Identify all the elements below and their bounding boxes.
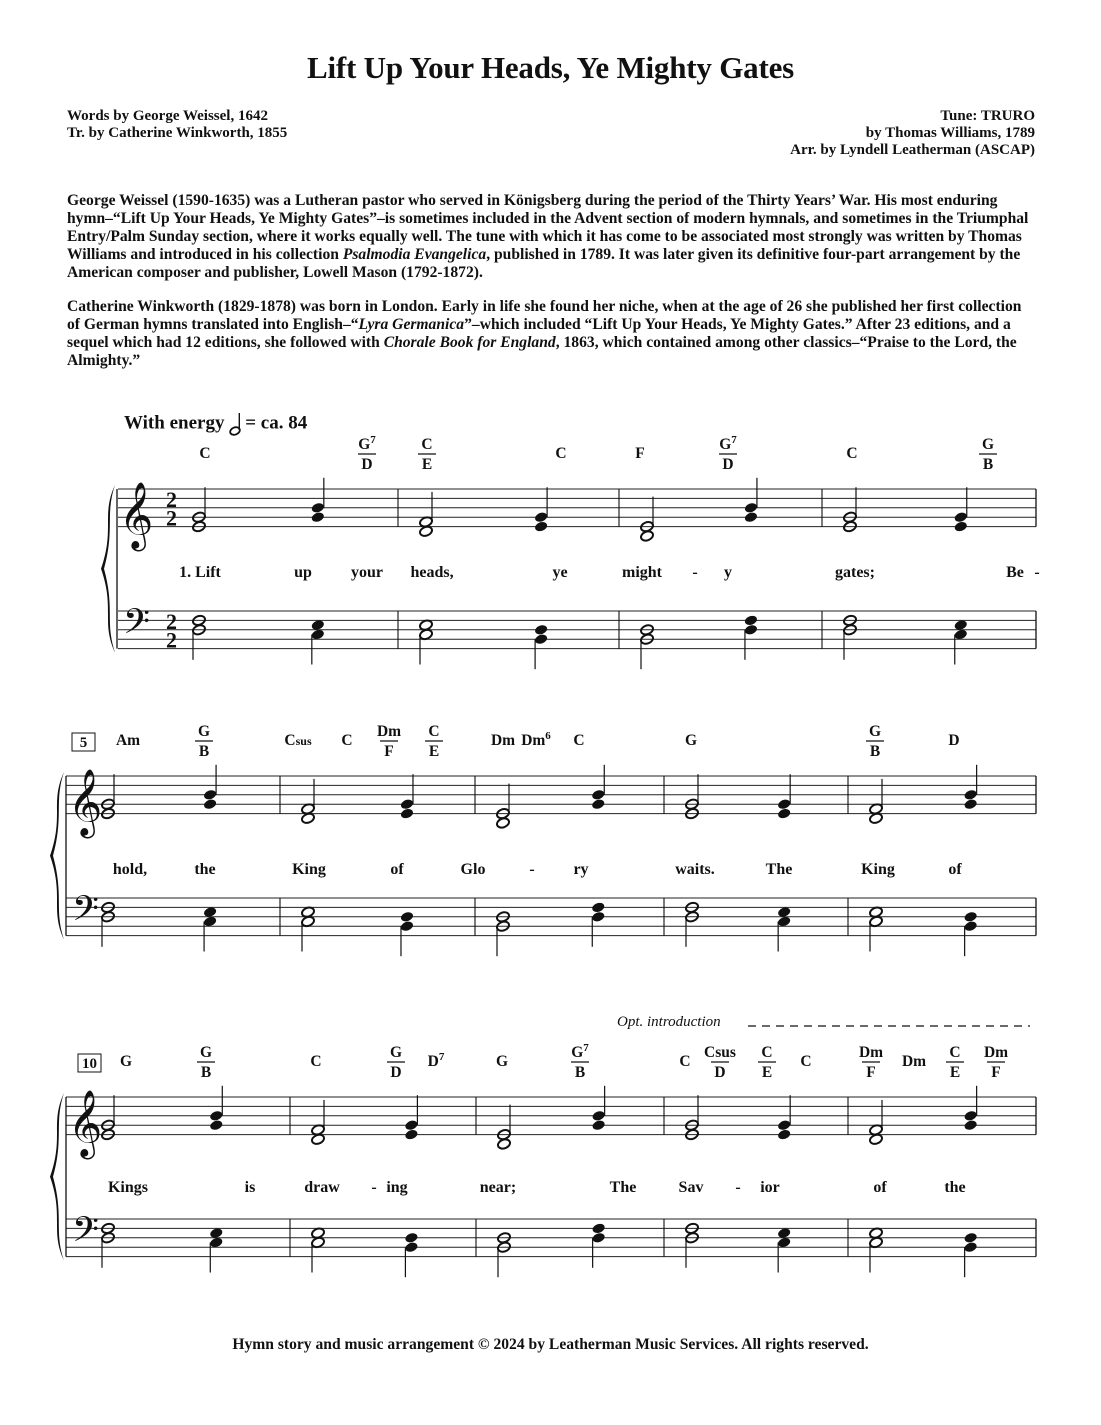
bass-staff — [118, 604, 1036, 650]
chord-symbol: C — [555, 445, 567, 462]
note-head — [591, 1222, 606, 1234]
lyric-syllable: your — [351, 564, 383, 581]
note-head — [404, 1241, 419, 1253]
lyric-syllable: - — [735, 1179, 741, 1196]
lyric-syllable: The — [765, 861, 793, 878]
lyric-syllable: - — [371, 1179, 377, 1196]
bass-clef-icon: 𝄢 — [72, 891, 100, 938]
chord-symbol-upper: Dm — [983, 1044, 1009, 1061]
lyric-syllable: draw — [304, 1179, 340, 1196]
grand-staff-brace — [50, 772, 64, 940]
note-head — [203, 798, 218, 810]
lyric-syllable: Kings — [107, 1179, 149, 1196]
chord-symbol: C — [199, 445, 211, 462]
lyric-syllable: ior — [760, 1179, 780, 1196]
chord-symbol: Csus — [284, 732, 312, 749]
para1-text-c: , published in 1789. It was later given its definitive four-part arrangement by the American composer and publisher, Lowell Mason (1792-1872). — [67, 246, 1021, 281]
chord-symbol: $D^7$ — [427, 1051, 445, 1070]
note-head — [963, 1110, 978, 1122]
note-head — [963, 1119, 978, 1131]
chord-symbol-upper: $G^7$ — [719, 434, 737, 453]
note-head — [963, 911, 978, 923]
note-head — [404, 1119, 419, 1131]
note-head — [400, 911, 415, 923]
note-head — [591, 911, 606, 923]
chord-symbol-upper: G — [389, 1044, 403, 1061]
chord-symbol-bass: D — [361, 456, 373, 473]
lyric-syllable: King — [861, 861, 895, 878]
lyric-syllable: the — [944, 1179, 966, 1196]
chord-symbol-bass: D — [390, 1064, 402, 1081]
note-head — [534, 624, 549, 636]
note-head — [744, 624, 759, 636]
note-head — [311, 511, 326, 523]
lyric-syllable: Glo — [460, 861, 486, 878]
chord-symbol-upper: C — [949, 1044, 961, 1061]
note-head — [534, 633, 549, 645]
chord-symbol: Am — [115, 732, 141, 749]
chord-symbol-upper: $G^7$ — [571, 1042, 589, 1061]
note-head — [777, 1128, 792, 1140]
chord-symbol-bass: E — [428, 743, 440, 760]
treble-clef-icon: 𝄞 — [119, 482, 154, 548]
para2-text-e: , 1863, which contained among other classics–“Praise to the Lord, the Almighty.” — [67, 334, 1017, 369]
chord-symbol: Dm$^6$ — [521, 730, 551, 749]
lyric-syllable: Be — [1006, 564, 1024, 581]
time-signature-numerator: 2 — [166, 608, 177, 634]
chord-symbol: C — [679, 1053, 691, 1070]
lyric-syllable: heads, — [410, 564, 454, 581]
note-head — [744, 511, 759, 523]
chord-symbol-bass: B — [869, 743, 881, 760]
note-head — [534, 520, 549, 532]
note-head — [534, 511, 549, 523]
lyric-syllable: is — [244, 1179, 256, 1196]
bass-clef-icon: 𝄢 — [123, 604, 151, 651]
note-head — [496, 817, 511, 829]
chord-symbol-upper: C — [428, 723, 440, 740]
note-head — [640, 530, 655, 542]
chord-symbol: G — [495, 1053, 509, 1070]
chord-symbol-bass: E — [421, 456, 433, 473]
chord-symbol-upper: G — [199, 1044, 213, 1061]
treble-clef-icon: 𝄞 — [68, 1090, 103, 1156]
note-head — [963, 798, 978, 810]
measure-number: 10 — [82, 1056, 97, 1072]
lyric-syllable: y — [724, 564, 732, 581]
para2-text-c: ”–which included “Lift Up Your Heads, Ye Mighty Gates.” After 23 editions, and a sequel which had 12 editions, she followed with — [67, 316, 1011, 351]
bass-clef-icon: 𝄢 — [72, 1212, 100, 1259]
note-head — [400, 920, 415, 932]
lyric-syllable: ing — [386, 1179, 408, 1196]
note-head — [591, 1119, 606, 1131]
chord-symbol-upper: C — [421, 436, 433, 453]
chord-symbol: C — [800, 1053, 812, 1070]
lyric-syllable: King — [292, 861, 326, 878]
lyric-syllable: 1. Lift — [179, 564, 221, 581]
note-head — [400, 798, 415, 810]
chord-symbol: G — [684, 732, 698, 749]
chord-symbol: C — [341, 732, 353, 749]
note-head — [963, 789, 978, 801]
chord-symbol-bass: B — [574, 1064, 586, 1081]
chord-symbol-bass: F — [991, 1064, 1001, 1081]
note-head — [203, 789, 218, 801]
lyric-syllable: of — [948, 861, 962, 878]
note-head — [591, 1110, 606, 1122]
chord-symbol: C — [573, 732, 585, 749]
grand-staff-brace — [101, 485, 115, 653]
lyric-syllable: - — [1034, 564, 1040, 581]
chord-symbol-upper: G — [981, 436, 995, 453]
note-head — [497, 1138, 512, 1150]
lyric-syllable: - — [692, 564, 698, 581]
note-head — [404, 1232, 419, 1244]
chord-symbol-upper: Dm — [858, 1044, 884, 1061]
opt-introduction-text: Opt. introduction — [617, 1014, 721, 1030]
credit-arranger: Arr. by Lyndell Leatherman (ASCAP) — [790, 142, 1035, 158]
measure-number: 5 — [79, 735, 88, 751]
time-signature-denominator: 2 — [166, 505, 177, 531]
chord-symbol: Dm — [901, 1053, 927, 1070]
chord-symbol: F — [635, 445, 645, 462]
note-head — [400, 807, 415, 819]
chord-symbol-upper: G — [868, 723, 882, 740]
para1-text-a: George Weissel (1590-1635) was a Lutheran pastor who served in Königsberg during the period of the Thirty Years’ War. His most enduring hymn–“Lift Up Your Heads, Ye Mighty Gates”–is sometimes included in the Advent section of modern hymnals, and sometimes in the Triumphal Entry/Palm Sunday section, where it works equally well. The tune with which it has come to be associated most strongly was written by Thomas Williams and introduced in his collection — [67, 192, 1029, 263]
treble-staff — [118, 483, 1036, 552]
note-head — [404, 1128, 419, 1140]
chord-symbol-bass: F — [384, 743, 394, 760]
lyric-syllable: might — [622, 564, 662, 581]
chord-symbol-bass: F — [866, 1064, 876, 1081]
treble-clef-icon: 𝄞 — [68, 769, 103, 835]
chord-symbol-bass: D — [714, 1064, 726, 1081]
credit-tune: Tune: TRURO — [940, 108, 1035, 124]
note-head — [963, 920, 978, 932]
chord-symbol-upper: Dm — [376, 723, 402, 740]
copyright-footer: Hymn story and music arrangement © 2024 by Leatherman Music Services. All rights reserved. — [232, 1336, 869, 1353]
note-head — [953, 520, 968, 532]
para2-text-a: Catherine Winkworth (1829-1878) was born in London. Early in life she found her niche, when at the age of 26 she published her first collection of German hymns translated into English–“ — [67, 298, 1022, 333]
tempo-label: With energy — [124, 412, 225, 434]
credit-composer: by Thomas Williams, 1789 — [865, 125, 1035, 141]
lyric-syllable: - — [529, 861, 535, 878]
note-head — [209, 1119, 224, 1131]
chord-symbol-upper: $G^7$ — [358, 434, 376, 453]
note-head — [209, 1110, 224, 1122]
note-head — [591, 789, 606, 801]
note-head — [591, 798, 606, 810]
chord-symbol-upper: G — [197, 723, 211, 740]
lyric-syllable: hold, — [112, 861, 148, 878]
note-head — [311, 502, 326, 514]
lyric-syllable: the — [194, 861, 216, 878]
note-head — [953, 511, 968, 523]
lyric-syllable: near; — [479, 1179, 517, 1196]
note-head — [591, 901, 606, 913]
note-head — [591, 1232, 606, 1244]
chord-symbol: Dm — [490, 732, 516, 749]
chord-symbol-bass: B — [200, 1064, 212, 1081]
note-head — [963, 1241, 978, 1253]
credit-translator: Tr. by Catherine Winkworth, 1855 — [67, 125, 288, 141]
credit-words-author: Words by George Weissel, 1642 — [67, 108, 268, 124]
lyric-syllable: ye — [552, 564, 568, 581]
chord-symbol-bass: E — [761, 1064, 773, 1081]
note-head — [777, 798, 792, 810]
lyric-syllable: of — [390, 861, 404, 878]
chord-symbol-upper: C — [761, 1044, 773, 1061]
note-head — [777, 1119, 792, 1131]
chord-symbol-bass: E — [949, 1064, 961, 1081]
para2-title-1: Lyra Germanica — [358, 316, 465, 333]
lyric-syllable: Sav — [678, 1179, 704, 1196]
chord-symbol-bass: B — [198, 743, 210, 760]
chord-symbol: D — [948, 732, 960, 749]
chord-symbol: C — [846, 445, 858, 462]
para2-title-2: Chorale Book for England — [383, 334, 556, 351]
para1-title: Psalmodia Evangelica — [342, 246, 487, 263]
note-head — [777, 807, 792, 819]
time-signature-denominator: 2 — [166, 627, 177, 653]
note-head — [963, 1232, 978, 1244]
grand-staff-brace — [50, 1093, 64, 1261]
lyric-syllable: of — [873, 1179, 887, 1196]
tempo-value: = ca. 84 — [245, 412, 308, 434]
lyric-syllable: gates; — [835, 564, 875, 581]
lyric-syllable: waits. — [675, 861, 715, 878]
chord-symbol: G — [119, 1053, 133, 1070]
time-signature-numerator: 2 — [166, 486, 177, 512]
chord-symbol-bass: D — [722, 456, 734, 473]
lyric-syllable: up — [294, 564, 312, 581]
page-title: Lift Up Your Heads, Ye Mighty Gates — [307, 50, 794, 85]
note-head — [744, 502, 759, 514]
lyric-syllable: The — [609, 1179, 637, 1196]
note-head — [744, 614, 759, 626]
chord-symbol-bass: B — [982, 456, 994, 473]
chord-symbol: C — [310, 1053, 322, 1070]
chord-symbol-upper: Csus — [704, 1044, 736, 1061]
lyric-syllable: ry — [573, 861, 589, 878]
